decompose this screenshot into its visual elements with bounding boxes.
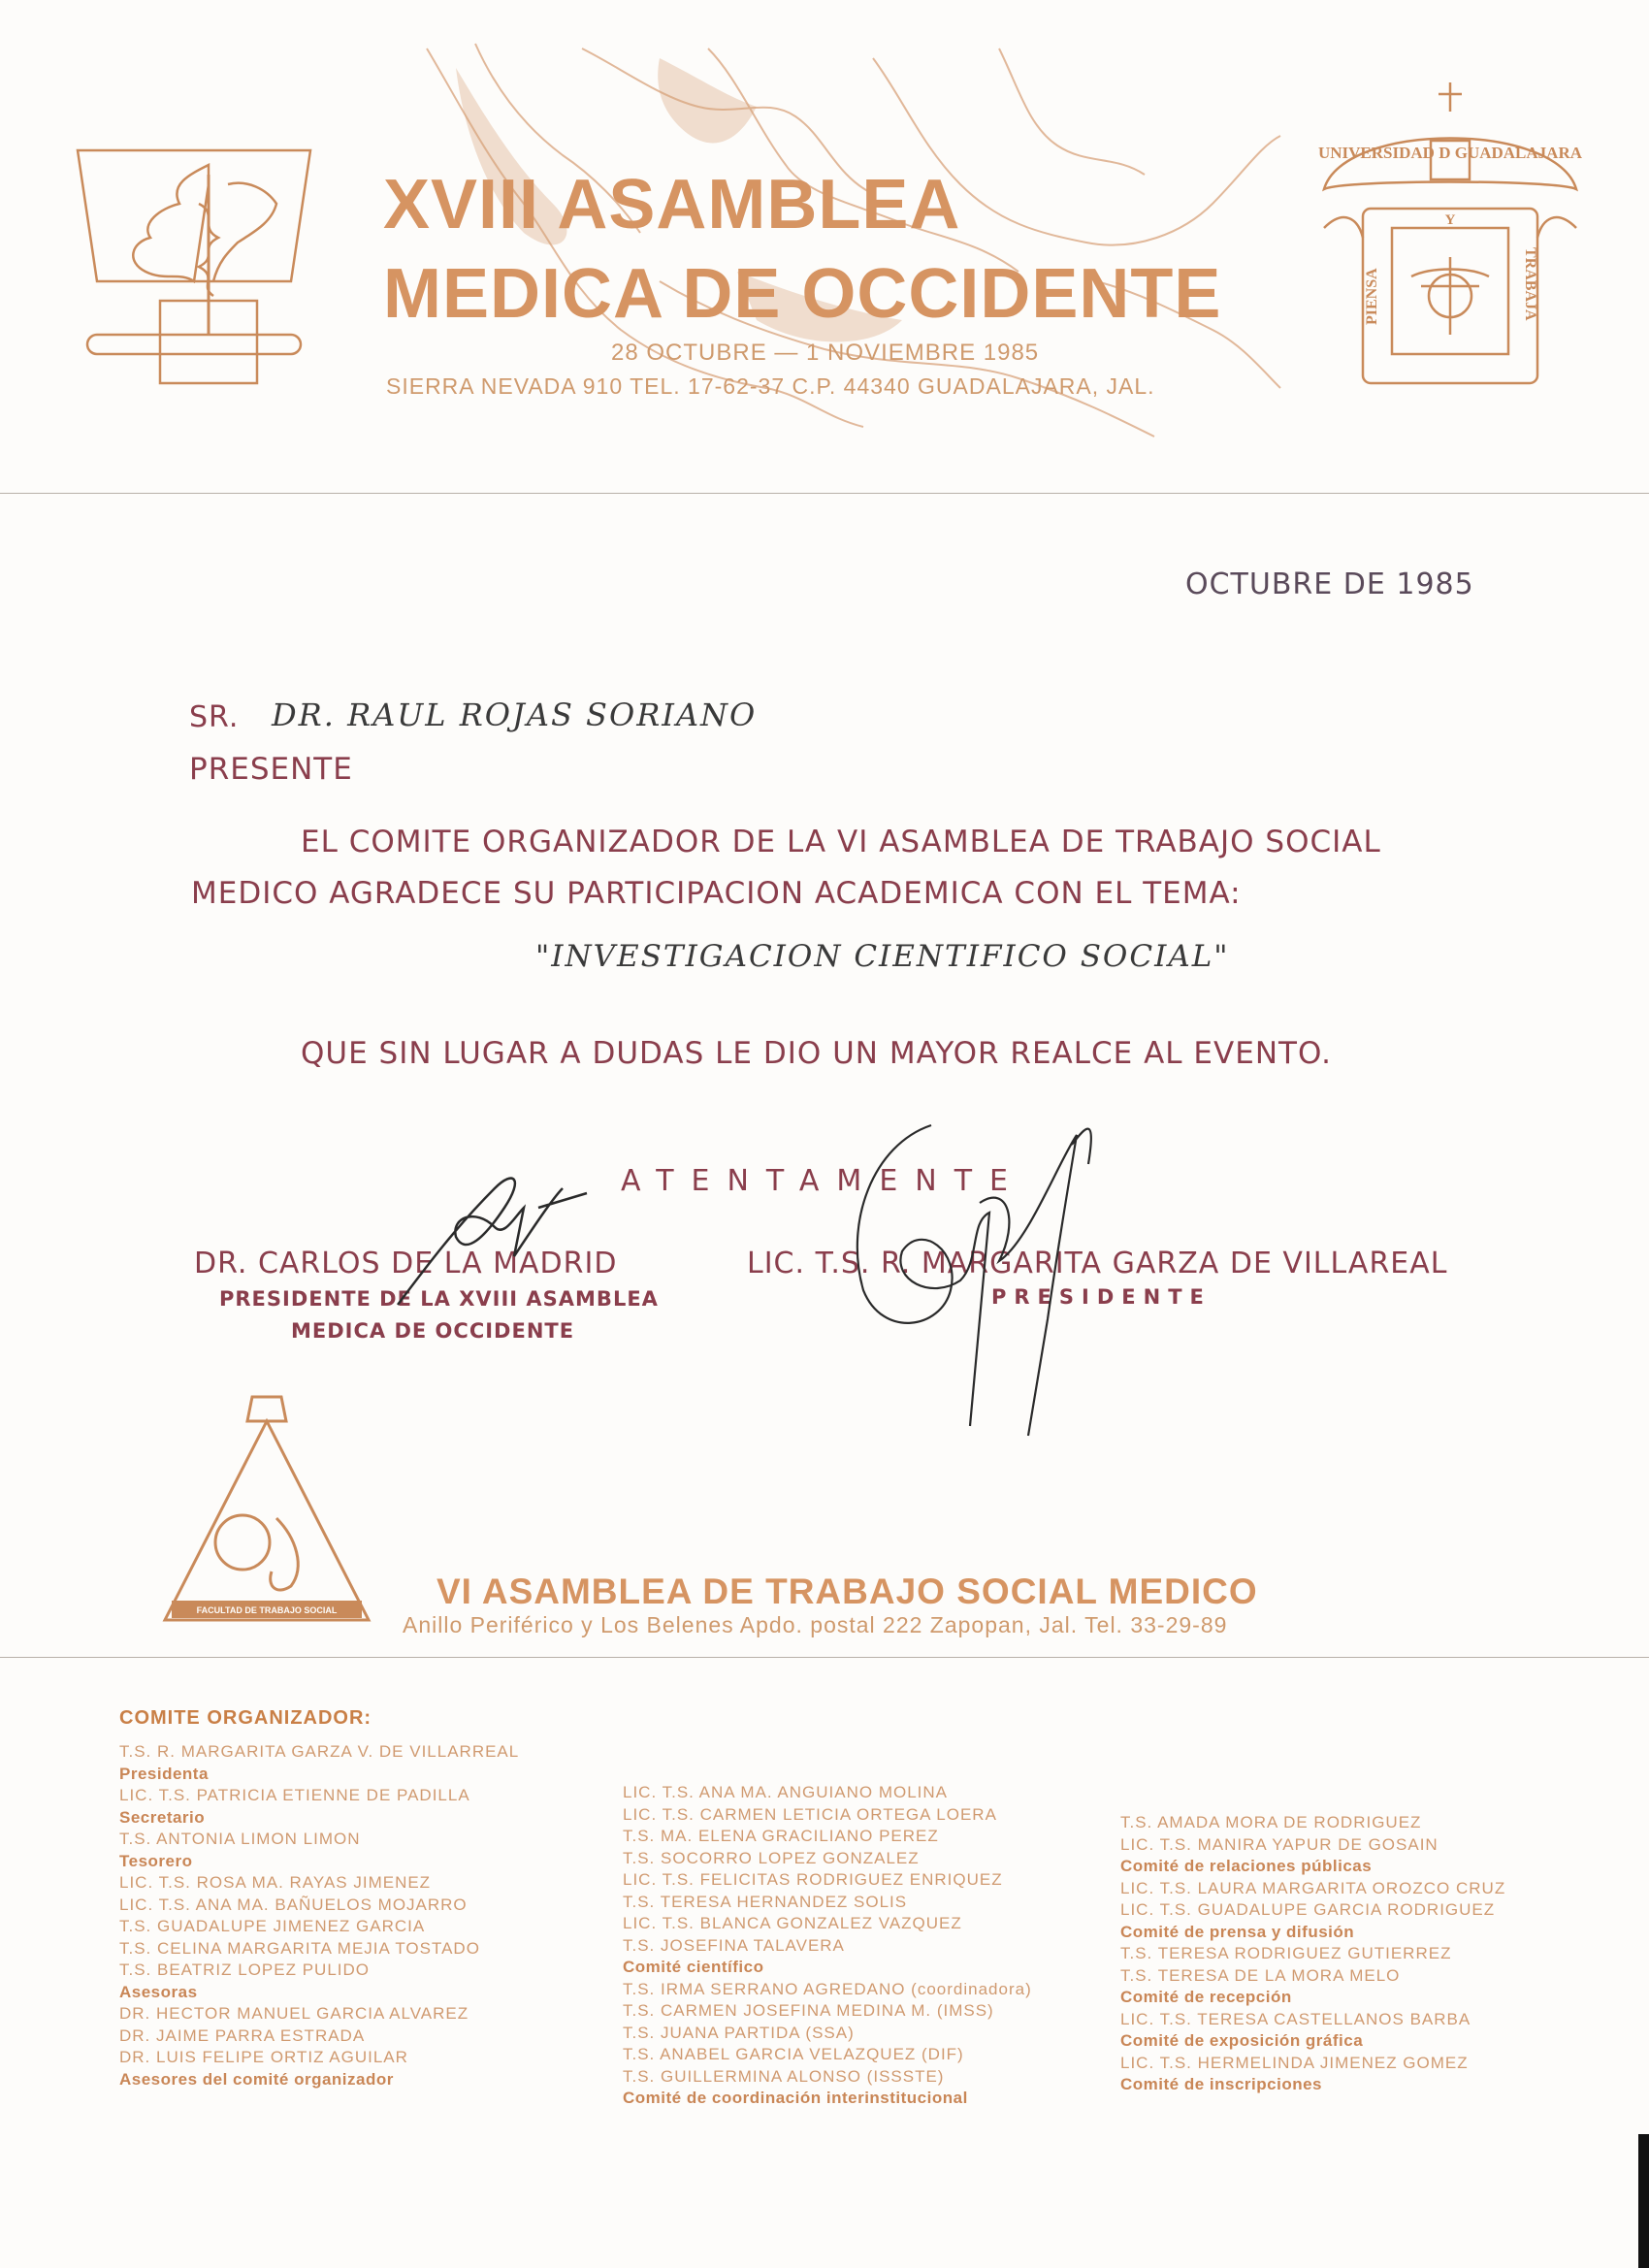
header-address: SIERRA NEVADA 910 TEL. 17-62-37 C.P. 44340 GUADALAJARA, JAL. bbox=[386, 373, 1155, 399]
committee-role: Secretario bbox=[119, 1807, 206, 1827]
committee-member: LIC. T.S. LAURA MARGARITA OROZCO CRUZ bbox=[1120, 1878, 1506, 1897]
signature-2 bbox=[834, 1106, 1164, 1455]
footer-title: VI ASAMBLEA DE TRABAJO SOCIAL MEDICO bbox=[436, 1571, 1258, 1611]
committee-member: T.S. JOSEFINA TALAVERA bbox=[623, 1935, 845, 1955]
committee-member: LIC. T.S. CARMEN LETICIA ORTEGA LOERA bbox=[623, 1804, 997, 1824]
university-seal bbox=[1305, 82, 1596, 393]
header-divider bbox=[0, 493, 1649, 494]
committee-member: DR. HECTOR MANUEL GARCIA ALVAREZ bbox=[119, 2004, 469, 2023]
committee-member: T.S. AMADA MORA DE RODRIGUEZ bbox=[1120, 1813, 1422, 1831]
signer1-name: DR. CARLOS DE LA MADRID bbox=[194, 1247, 618, 1280]
committee-member: LIC. T.S. HERMELINDA JIMENEZ GOMEZ bbox=[1120, 2053, 1469, 2072]
signer2-name: LIC. T.S. R. MARGARITA GARZA DE VILLAREAL bbox=[747, 1247, 1448, 1280]
committee-role: Presidenta bbox=[119, 1764, 209, 1783]
committee-role: Comité de relaciones públicas bbox=[1120, 1857, 1373, 1875]
topic-title: "INVESTIGACION CIENTIFICO SOCIAL" bbox=[535, 939, 1230, 974]
body-line-1: EL COMITE ORGANIZADOR DE LA VI ASAMBLEA DE TRABAJO SOCIAL bbox=[301, 825, 1381, 859]
committee-role: Asesoras bbox=[119, 1982, 198, 2001]
committee-member: T.S. TERESA HERNANDEZ SOLIS bbox=[623, 1892, 908, 1911]
signer1-role-line2: MEDICA DE OCCIDENTE bbox=[291, 1319, 575, 1343]
header-title-line2: MEDICA DE OCCIDENTE bbox=[383, 255, 1222, 333]
committee-role: Comité de exposición gráfica bbox=[1120, 2031, 1364, 2050]
committee-role: Comité científico bbox=[623, 1958, 764, 1976]
committee-member: T.S. MA. ELENA GRACILIANO PEREZ bbox=[623, 1827, 939, 1845]
seal-text-left: PIENSA bbox=[1364, 268, 1380, 325]
salutation: SR. bbox=[189, 700, 240, 734]
committee-column-1 bbox=[119, 1741, 519, 2090]
committee-role: Comité de prensa y difusión bbox=[1120, 1922, 1355, 1941]
closing: ATENTAMENTE bbox=[621, 1164, 1025, 1198]
medical-assembly-logo bbox=[73, 146, 315, 388]
signer2-role: PRESIDENTE bbox=[991, 1285, 1212, 1309]
seal-text-top: UNIVERSIDAD D GUADALAJARA bbox=[1317, 144, 1583, 162]
scan-edge bbox=[1638, 2134, 1649, 2268]
footer-address: Anillo Periférico y Los Belenes Apdo. postal 222 Zapopan, Jal. Tel. 33-29-89 bbox=[403, 1612, 1228, 1637]
body-line-2: MEDICO AGRADECE SU PARTICIPACION ACADEMICA CON EL TEMA: bbox=[191, 876, 1242, 911]
committee-heading: COMITE ORGANIZADOR: bbox=[119, 1707, 372, 1729]
committee-member: DR. LUIS FELIPE ORTIZ AGUILAR bbox=[119, 2048, 408, 2066]
committee-member: LIC. T.S. FELICITAS RODRIGUEZ ENRIQUEZ bbox=[623, 1870, 1003, 1889]
committee-member: LIC. T.S. ANA MA. ANGUIANO MOLINA bbox=[623, 1783, 948, 1801]
committee-member: LIC. T.S. ANA MA. BAÑUELOS MOJARRO bbox=[119, 1895, 468, 1914]
committee-role: Comité de coordinación interinstitucional bbox=[623, 2089, 968, 2107]
footer-divider bbox=[0, 1657, 1649, 1658]
committee-role: Comité de inscripciones bbox=[1120, 2075, 1322, 2093]
committee-member: T.S. TERESA DE LA MORA MELO bbox=[1120, 1965, 1401, 1985]
header-dates: 28 OCTUBRE — 1 NOVIEMBRE 1985 bbox=[611, 340, 1040, 366]
social-work-faculty-logo bbox=[160, 1392, 373, 1630]
committee-role: Comité de recepción bbox=[1120, 1988, 1292, 2006]
letter-date: OCTUBRE DE 1985 bbox=[1185, 567, 1474, 601]
body-line-3: QUE SIN LUGAR A DUDAS LE DIO UN MAYOR REALCE AL EVENTO. bbox=[301, 1036, 1332, 1071]
committee-member: LIC. T.S. BLANCA GONZALEZ VAZQUEZ bbox=[623, 1914, 962, 1932]
committee-role: Tesorero bbox=[119, 1851, 193, 1870]
committee-member: LIC. T.S. PATRICIA ETIENNE DE PADILLA bbox=[119, 1786, 470, 1804]
committee-member: LIC. T.S. GUADALUPE GARCIA RODRIGUEZ bbox=[1120, 1900, 1496, 1919]
committee-role: Asesores del comité organizador bbox=[119, 2069, 394, 2089]
committee-member: T.S. ANTONIA LIMON LIMON bbox=[119, 1830, 361, 1848]
committee-member: DR. JAIME PARRA ESTRADA bbox=[119, 2025, 366, 2045]
logo-caption: FACULTAD DE TRABAJO SOCIAL bbox=[196, 1605, 338, 1615]
signature-1 bbox=[369, 1150, 621, 1334]
committee-member: T.S. CARMEN JOSEFINA MEDINA M. (IMSS) bbox=[623, 2001, 994, 2020]
presente-label: PRESENTE bbox=[189, 752, 353, 787]
committee-member: LIC. T.S. MANIRA YAPUR DE GOSAIN bbox=[1120, 1834, 1439, 1854]
committee-member: T.S. GUADALUPE JIMENEZ GARCIA bbox=[119, 1917, 426, 1935]
committee-member: T.S. SOCORRO LOPEZ GONZALEZ bbox=[623, 1848, 920, 1867]
committee-member: T.S. R. MARGARITA GARZA V. DE VILLARREAL bbox=[119, 1742, 520, 1761]
committee-member: T.S. ANABEL GARCIA VELAZQUEZ (DIF) bbox=[623, 2045, 964, 2063]
committee-member: T.S. JUANA PARTIDA (SSA) bbox=[623, 2023, 855, 2042]
header-title-line1: XVIII ASAMBLEA bbox=[383, 166, 961, 243]
committee-member: T.S. IRMA SERRANO AGREDANO (coordinadora) bbox=[623, 1979, 1032, 1998]
committee-member: T.S. TERESA RODRIGUEZ GUTIERREZ bbox=[1120, 1944, 1452, 1962]
committee-member: T.S. BEATRIZ LOPEZ PULIDO bbox=[119, 1960, 371, 1979]
committee-member: LIC. T.S. TERESA CASTELLANOS BARBA bbox=[1120, 2009, 1471, 2028]
seal-text-mid: Y bbox=[1444, 212, 1456, 228]
signer1-role-line1: PRESIDENTE DE LA XVIII ASAMBLEA bbox=[219, 1287, 659, 1311]
committee-member: T.S. GUILLERMINA ALONSO (ISSSTE) bbox=[623, 2066, 945, 2086]
committee-member: LIC. T.S. ROSA MA. RAYAS JIMENEZ bbox=[119, 1873, 432, 1892]
seal-text-right: TRABAJA bbox=[1522, 247, 1538, 321]
recipient-name: DR. RAUL ROJAS SORIANO bbox=[272, 697, 758, 733]
committee-column-3 bbox=[1120, 1812, 1505, 2096]
committee-member: T.S. CELINA MARGARITA MEJIA TOSTADO bbox=[119, 1938, 480, 1958]
committee-column-2 bbox=[623, 1782, 1032, 2110]
